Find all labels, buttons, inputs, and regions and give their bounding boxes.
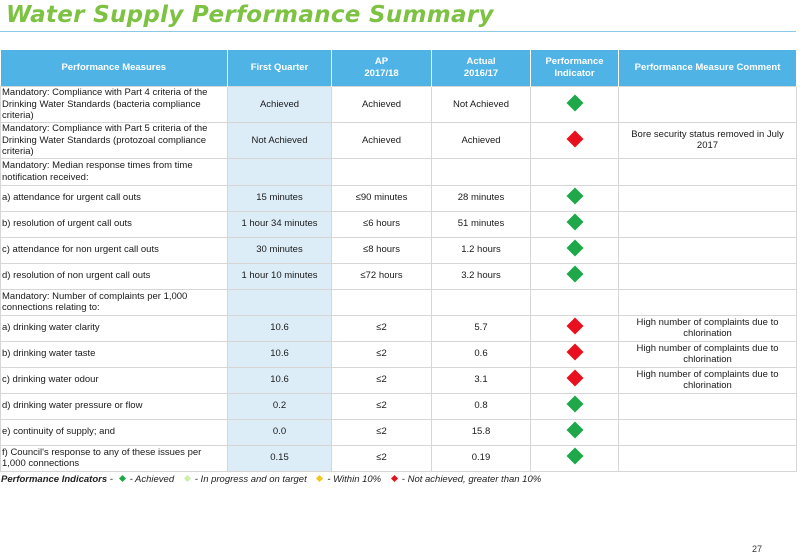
indicator-cell	[531, 263, 619, 289]
actual-cell: 0.8	[432, 393, 531, 419]
table-row	[1, 158, 797, 185]
measure-cell: d) resolution of non urgent call outs	[1, 263, 228, 289]
achieved-indicator-icon	[566, 188, 583, 205]
first-quarter-cell: 1 hour 10 minutes	[228, 263, 332, 289]
ap-cell: ≤90 minutes	[332, 185, 432, 211]
comment-cell: High number of complaints due to chlorination	[619, 315, 797, 341]
table-row	[1, 445, 797, 471]
measure-cell: b) resolution of urgent call outs	[1, 211, 228, 237]
measure-cell: e) continuity of supply; and	[1, 419, 228, 445]
not-achieved-indicator-icon	[566, 370, 583, 387]
table-row	[1, 87, 797, 123]
not-achieved-indicator-icon	[566, 318, 583, 335]
indicator-cell	[531, 185, 619, 211]
header-indicator-line1: Performance	[545, 56, 604, 67]
legend	[1, 474, 541, 485]
comment-cell: Bore security status removed in July 2017	[619, 123, 797, 159]
actual-cell	[432, 289, 531, 315]
indicator-cell	[531, 123, 619, 159]
ap-cell: ≤2	[332, 367, 432, 393]
table-row	[1, 419, 797, 445]
header-ap-line2: 2017/18	[364, 68, 399, 79]
achieved-indicator-icon	[566, 94, 583, 111]
measure-cell: f) Council's response to any of these issues per 1,000 connections	[1, 445, 228, 471]
header-first-quarter: First Quarter	[228, 50, 332, 87]
comment-cell	[619, 87, 797, 123]
first-quarter-cell: 10.6	[228, 341, 332, 367]
measure-cell: a) attendance for urgent call outs	[1, 185, 228, 211]
comment-cell: High number of complaints due to chlorination	[619, 367, 797, 393]
legend-within-10-label: - Within 10%	[327, 474, 382, 485]
table-row	[1, 185, 797, 211]
comment-cell	[619, 158, 797, 185]
actual-cell: 0.19	[432, 445, 531, 471]
actual-cell: 5.7	[432, 315, 531, 341]
table-row	[1, 289, 797, 315]
not-achieved-indicator-icon	[566, 130, 583, 147]
header-indicator-line2: Indicator	[554, 68, 595, 79]
table-row	[1, 263, 797, 289]
first-quarter-cell: 15 minutes	[228, 185, 332, 211]
indicator-cell	[531, 289, 619, 315]
measure-cell: d) drinking water pressure or flow	[1, 393, 228, 419]
actual-cell: Not Achieved	[432, 87, 531, 123]
comment-cell	[619, 419, 797, 445]
comment-cell: High number of complaints due to chlorination	[619, 341, 797, 367]
table-row	[1, 393, 797, 419]
measure-cell: c) attendance for non urgent call outs	[1, 237, 228, 263]
actual-cell: 1.2 hours	[432, 237, 531, 263]
first-quarter-cell: Not Achieved	[228, 123, 332, 159]
ap-cell	[332, 158, 432, 185]
indicator-cell	[531, 393, 619, 419]
ap-cell: ≤2	[332, 315, 432, 341]
measure-cell: Mandatory: Compliance with Part 4 criteria of the Drinking Water Standards (bacteria compliance criteria)	[1, 87, 228, 123]
legend-within-10-icon	[316, 475, 323, 482]
legend-achieved-label: - Achieved	[129, 474, 175, 485]
header-comment: Performance Measure Comment	[619, 50, 797, 87]
actual-cell	[432, 158, 531, 185]
ap-cell: ≤2	[332, 445, 432, 471]
table-row	[1, 237, 797, 263]
table-header-row	[1, 50, 797, 87]
indicator-cell	[531, 419, 619, 445]
actual-cell: 0.6	[432, 341, 531, 367]
measure-cell: Mandatory: Median response times from time notification received:	[1, 158, 228, 185]
indicator-cell	[531, 87, 619, 123]
comment-cell	[619, 211, 797, 237]
first-quarter-cell: 0.2	[228, 393, 332, 419]
measure-cell: Mandatory: Number of complaints per 1,000 connections relating to:	[1, 289, 228, 315]
comment-cell	[619, 445, 797, 471]
legend-not-achieved-label: - Not achieved, greater than 10%	[401, 474, 542, 485]
ap-cell: Achieved	[332, 123, 432, 159]
table-body	[1, 87, 797, 472]
indicator-cell	[531, 237, 619, 263]
header-actual	[432, 50, 531, 87]
not-achieved-indicator-icon	[566, 344, 583, 361]
table-row	[1, 367, 797, 393]
ap-cell: ≤2	[332, 341, 432, 367]
first-quarter-cell: 0.15	[228, 445, 332, 471]
legend-in-progress-icon	[184, 475, 191, 482]
ap-cell: ≤72 hours	[332, 263, 432, 289]
actual-cell: 51 minutes	[432, 211, 531, 237]
header-indicator	[531, 50, 619, 87]
legend-label: Performance Indicators	[1, 474, 108, 485]
first-quarter-cell	[228, 158, 332, 185]
legend-in-progress-label: - In progress and on target	[194, 474, 307, 485]
first-quarter-cell: 0.0	[228, 419, 332, 445]
comment-cell	[619, 237, 797, 263]
actual-cell: 3.2 hours	[432, 263, 531, 289]
measure-cell: b) drinking water taste	[1, 341, 228, 367]
ap-cell	[332, 289, 432, 315]
achieved-indicator-icon	[566, 266, 583, 283]
achieved-indicator-icon	[566, 214, 583, 231]
ap-cell: ≤2	[332, 393, 432, 419]
actual-cell: 3.1	[432, 367, 531, 393]
header-actual-line1: Actual	[466, 56, 496, 67]
first-quarter-cell: Achieved	[228, 87, 332, 123]
header-ap-line1: AP	[374, 56, 389, 67]
table-row	[1, 315, 797, 341]
indicator-cell	[531, 367, 619, 393]
first-quarter-cell: 1 hour 34 minutes	[228, 211, 332, 237]
legend-separator: -	[109, 474, 113, 485]
ap-cell: ≤2	[332, 419, 432, 445]
achieved-indicator-icon	[566, 396, 583, 413]
table-row	[1, 211, 797, 237]
actual-cell: Achieved	[432, 123, 531, 159]
header-ap	[332, 50, 432, 87]
page-number: 27	[752, 544, 763, 554]
indicator-cell	[531, 341, 619, 367]
comment-cell	[619, 185, 797, 211]
legend-achieved-icon	[119, 475, 126, 482]
indicator-cell	[531, 315, 619, 341]
indicator-cell	[531, 158, 619, 185]
performance-table	[0, 50, 797, 472]
first-quarter-cell	[228, 289, 332, 315]
header-actual-line2: 2016/17	[463, 68, 499, 79]
table-row	[1, 123, 797, 159]
comment-cell	[619, 289, 797, 315]
measure-cell: Mandatory: Compliance with Part 5 criteria of the Drinking Water Standards (protozoal compliance criteria)	[1, 123, 228, 159]
indicator-cell	[531, 445, 619, 471]
header-measure: Performance Measures	[1, 50, 228, 87]
ap-cell: ≤6 hours	[332, 211, 432, 237]
indicator-cell	[531, 211, 619, 237]
page-title: Water Supply Performance Summary	[6, 2, 494, 28]
comment-cell	[619, 263, 797, 289]
title-divider	[0, 31, 796, 32]
ap-cell: ≤8 hours	[332, 237, 432, 263]
comment-cell	[619, 393, 797, 419]
table-row	[1, 341, 797, 367]
first-quarter-cell: 10.6	[228, 367, 332, 393]
achieved-indicator-icon	[566, 448, 583, 465]
achieved-indicator-icon	[566, 422, 583, 439]
legend-not-achieved-icon	[391, 475, 398, 482]
measure-cell: c) drinking water odour	[1, 367, 228, 393]
first-quarter-cell: 30 minutes	[228, 237, 332, 263]
actual-cell: 28 minutes	[432, 185, 531, 211]
actual-cell: 15.8	[432, 419, 531, 445]
achieved-indicator-icon	[566, 240, 583, 257]
first-quarter-cell: 10.6	[228, 315, 332, 341]
measure-cell: a) drinking water clarity	[1, 315, 228, 341]
ap-cell: Achieved	[332, 87, 432, 123]
